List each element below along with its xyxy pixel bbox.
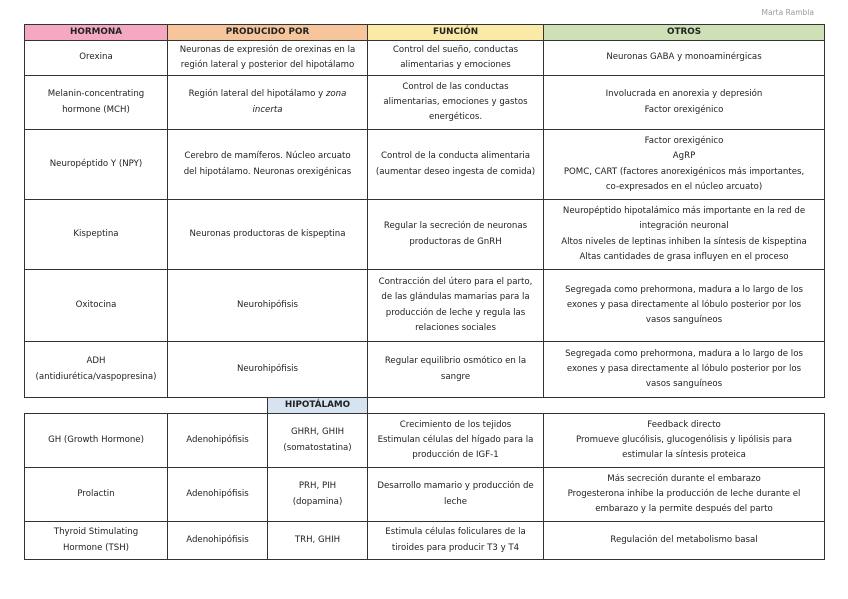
cell-otros: Involucrada en anorexia y depresión Factor orexigénico	[544, 76, 825, 130]
cell-producido: Región lateral del hipotálamo y zona incerta	[168, 76, 368, 130]
table-row	[25, 130, 825, 200]
cell-otros: Más secreción durante el embarazo Progesterona inhibe la producción de leche durante el embarazo y la permite después del parto	[544, 468, 825, 522]
cell-funcion: Control de las conductas alimentarias, emociones y gastos energéticos.	[368, 76, 544, 130]
cell-hormona: Thyroid Stimulating Hormone (TSH)	[25, 522, 168, 560]
cell-funcion: Control de la conducta alimentaria (aumentar deseo ingesta de comida)	[368, 130, 544, 200]
cell-producido: Neuronas de expresión de orexinas en la región lateral y posterior del hipotálamo	[168, 41, 368, 76]
hormone-table	[24, 24, 825, 560]
cell-hipotalamo: PRH, PIH (dopamina)	[268, 468, 368, 522]
cell-hormona: GH (Growth Hormone)	[25, 414, 168, 468]
table-row	[25, 522, 825, 560]
cell-funcion: Control del sueño, conductas alimentarias y emociones	[368, 41, 544, 76]
cell-producido: Adenohipófisis	[168, 522, 268, 560]
cell-funcion: Contracción del útero para el parto, de las glándulas mamarias para la producción de leche y regula las relaciones sociales	[368, 270, 544, 342]
header-hormona: HORMONA	[25, 25, 168, 41]
header-funcion: FUNCIÓN	[368, 25, 544, 41]
cell-hormona: Oxitocina	[25, 270, 168, 342]
cell-funcion: Regular la secreción de neuronas productoras de GnRH	[368, 200, 544, 270]
blank-cell	[25, 398, 268, 414]
cell-otros: Neuronas GABA y monoaminérgicas	[544, 41, 825, 76]
subheader-row	[25, 398, 825, 414]
cell-funcion: Crecimiento de los tejidos Estimulan células del hígado para la producción de IGF-1	[368, 414, 544, 468]
cell-otros: Neuropéptido hipotalámico más importante en la red de integración neuronal Altos niveles de leptinas inhiben la síntesis de kispeptina Altas cantidades de grasa influyen en el proceso	[544, 200, 825, 270]
cell-otros: Segregada como prehormona, madura a lo largo de los exones y pasa directamente al lóbulo posterior por los vasos sanguíneos	[544, 342, 825, 398]
cell-otros: Factor orexigénico AgRP POMC, CART (factores anorexigénicos más importantes, co-expresados en el núcleo arcuato)	[544, 130, 825, 200]
table-row	[25, 200, 825, 270]
cell-hormona: Prolactin	[25, 468, 168, 522]
cell-otros: Regulación del metabolismo basal	[544, 522, 825, 560]
cell-hipotalamo: GHRH, GHIH (somatostatina)	[268, 414, 368, 468]
cell-hormona: Melanin-concentrating hormone (MCH)	[25, 76, 168, 130]
table-row	[25, 468, 825, 522]
header-producido: PRODUCIDO POR	[168, 25, 368, 41]
cell-otros: Segregada como prehormona, madura a lo largo de los exones y pasa directamente al lóbulo posterior por los vasos sanguíneos	[544, 270, 825, 342]
table-row	[25, 41, 825, 76]
blank-cell	[368, 398, 825, 414]
cell-producido: Adenohipófisis	[168, 468, 268, 522]
table-row	[25, 342, 825, 398]
cell-producido: Neuronas productoras de kispeptina	[168, 200, 368, 270]
cell-funcion: Estimula células foliculares de la tiroides para producir T3 y T4	[368, 522, 544, 560]
cell-producido: Neurohipófisis	[168, 342, 368, 398]
cell-hipotalamo: TRH, GHIH	[268, 522, 368, 560]
cell-hormona: Orexina	[25, 41, 168, 76]
header-otros: OTROS	[544, 25, 825, 41]
cell-hormona: Kispeptina	[25, 200, 168, 270]
cell-producido: Adenohipófisis	[168, 414, 268, 468]
table-row	[25, 414, 825, 468]
cell-hormona: Neuropéptido Y (NPY)	[25, 130, 168, 200]
cell-funcion: Desarrollo mamario y producción de leche	[368, 468, 544, 522]
table-row	[25, 76, 825, 130]
cell-hormona: ADH (antidiurética/vaspopresina)	[25, 342, 168, 398]
cell-otros: Feedback directo Promueve glucólisis, glucogenólisis y lipólisis para estimular la síntesis proteica	[544, 414, 825, 468]
cell-funcion: Regular equilibrio osmótico en la sangre	[368, 342, 544, 398]
author-label: Marta Rambla	[761, 8, 814, 17]
cell-producido: Cerebro de mamíferos. Núcleo arcuato del hipotálamo. Neuronas orexigénicas	[168, 130, 368, 200]
header-hipotalamo: HIPOTÁLAMO	[268, 398, 368, 414]
table-row	[25, 270, 825, 342]
cell-producido: Neurohipófisis	[168, 270, 368, 342]
